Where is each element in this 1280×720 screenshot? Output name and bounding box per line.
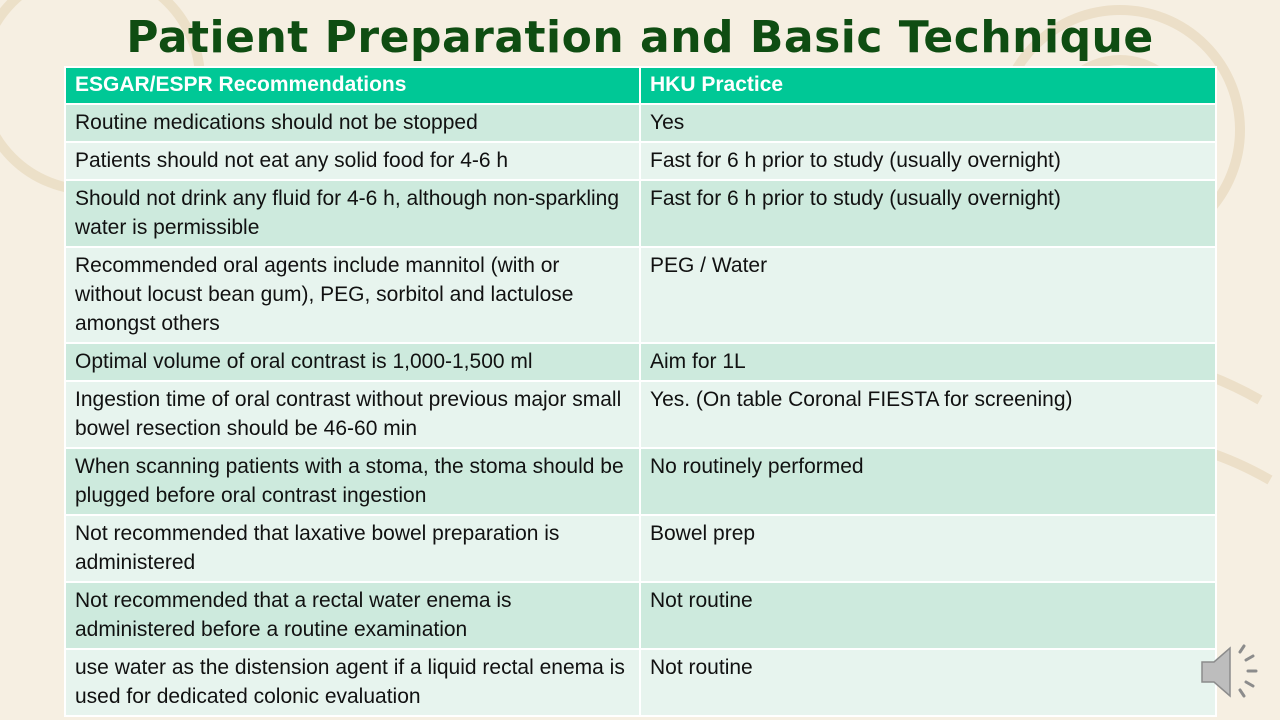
practice-cell: No routinely performed	[640, 448, 1216, 515]
slide-title: Patient Preparation and Basic Technique	[126, 12, 1154, 63]
table-row	[65, 381, 1216, 448]
practice-cell: Aim for 1L	[640, 343, 1216, 381]
table-row	[65, 180, 1216, 247]
recommendation-cell: Ingestion time of oral contrast without previous major small bowel resection should be 46-60 min	[65, 381, 640, 448]
practice-cell: PEG / Water	[640, 247, 1216, 343]
recommendations-table	[64, 66, 1217, 717]
table-row	[65, 104, 1216, 142]
practice-cell: Fast for 6 h prior to study (usually overnight)	[640, 142, 1216, 180]
practice-cell: Yes	[640, 104, 1216, 142]
recommendation-cell: When scanning patients with a stoma, the stoma should be plugged before oral contrast ingestion	[65, 448, 640, 515]
table-row	[65, 515, 1216, 582]
table-row	[65, 582, 1216, 649]
practice-cell: Yes. (On table Coronal FIESTA for screening)	[640, 381, 1216, 448]
table-row	[65, 247, 1216, 343]
header-esgar-espr: ESGAR/ESPR Recommendations	[65, 67, 640, 104]
recommendation-cell: Not recommended that a rectal water enema is administered before a routine examination	[65, 582, 640, 649]
practice-cell: Bowel prep	[640, 515, 1216, 582]
recommendation-cell: Optimal volume of oral contrast is 1,000-1,500 ml	[65, 343, 640, 381]
recommendation-cell: Routine medications should not be stopped	[65, 104, 640, 142]
practice-cell: Fast for 6 h prior to study (usually overnight)	[640, 180, 1216, 247]
speaker-icon[interactable]	[1196, 640, 1266, 704]
recommendation-cell: Recommended oral agents include mannitol (with or without locust bean gum), PEG, sorbitol and lactulose amongst others	[65, 247, 640, 343]
recommendation-cell: Patients should not eat any solid food for 4-6 h	[65, 142, 640, 180]
recommendation-cell: use water as the distension agent if a liquid rectal enema is used for dedicated colonic evaluation	[65, 649, 640, 716]
table-row	[65, 142, 1216, 180]
table-row	[65, 343, 1216, 381]
table-row	[65, 649, 1216, 716]
practice-cell: Not routine	[640, 582, 1216, 649]
table-row	[65, 448, 1216, 515]
recommendation-cell: Should not drink any fluid for 4-6 h, although non-sparkling water is permissible	[65, 180, 640, 247]
table-header-row	[65, 67, 1216, 104]
practice-cell: Not routine	[640, 649, 1216, 716]
header-hku-practice: HKU Practice	[640, 67, 1216, 104]
recommendation-cell: Not recommended that laxative bowel preparation is administered	[65, 515, 640, 582]
